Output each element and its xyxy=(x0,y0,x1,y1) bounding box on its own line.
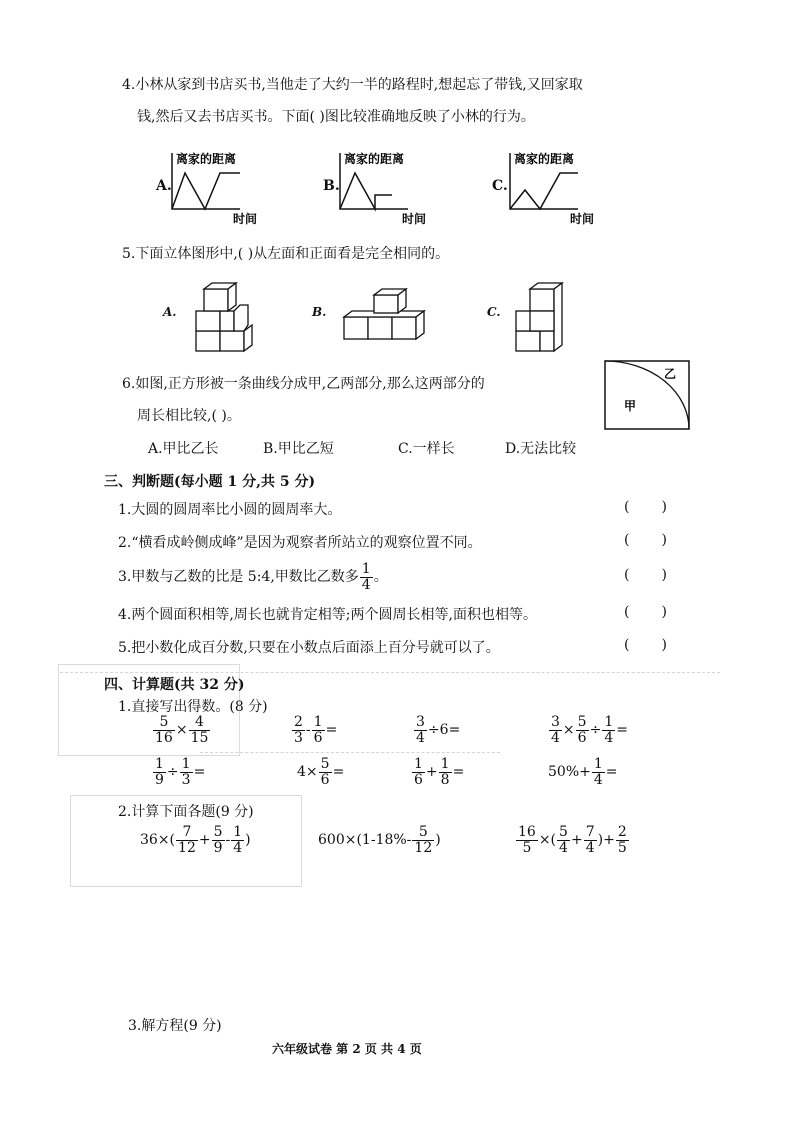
q5-option-a-label: A. xyxy=(163,305,177,319)
judge-answer-4[interactable]: ( ) xyxy=(624,604,667,620)
q5-option-c-label: C. xyxy=(487,305,501,319)
q4-graph-b xyxy=(340,151,426,226)
q4-graph-c-ylabel: 离家的距离 xyxy=(514,152,575,166)
calc-1-3: $\frac{3}{4}$ ÷6= xyxy=(416,714,461,746)
section4-title: 四、计算题(共 32 分) xyxy=(104,677,245,693)
judge-item-3-fraction: $\frac{1}{4}$ xyxy=(361,561,371,593)
q4-line2: 钱,然后又去书店买书。下面( )图比较准确地反映了小林的行为。 xyxy=(137,109,535,125)
q4-graph-a xyxy=(172,151,257,226)
judge-answer-1[interactable]: ( ) xyxy=(624,499,667,515)
show-through-line xyxy=(60,672,720,673)
q6-choice-c: C.一样长 xyxy=(398,441,455,457)
judge-item-5: 5.把小数化成百分数,只要在小数点后面添上百分号就可以了。 xyxy=(118,640,500,656)
q4-option-b-label: B. xyxy=(323,178,340,194)
q4-graph-b-xlabel: 时间 xyxy=(402,212,427,226)
q5-figure-b xyxy=(344,289,424,339)
judge-answer-5[interactable]: ( ) xyxy=(624,637,667,653)
judge-item-2: 2.“横看成岭侧成峰”是因为观察者所站立的观察位置不同。 xyxy=(118,535,482,551)
calc2-expr-3: $\frac{16}{5}$ ×( $\frac{5}{4}$ + $\frac{7}{4}$ )+ $\frac{2}{5}$ xyxy=(518,824,627,856)
q5-figure-c xyxy=(516,283,562,351)
q4-graph-a-ylabel: 离家的距离 xyxy=(176,152,237,166)
calc-1-4: $\frac{3}{4}$ × $\frac{5}{6}$ ÷ $\frac{1}{4}$ = xyxy=(551,714,628,746)
q4-graph-c xyxy=(510,151,594,226)
q6-square-figure xyxy=(604,360,690,430)
section4-sub2: 2.计算下面各题(9 分) xyxy=(118,804,254,820)
judge-answer-2[interactable]: ( ) xyxy=(624,532,667,548)
q6-line1: 6.如图,正方形被一条曲线分成甲,乙两部分,那么这两部分的 xyxy=(122,376,485,392)
q5-figure-a xyxy=(196,283,252,351)
q5-cube-figures xyxy=(0,277,794,357)
calc-2-3: $\frac{1}{6}$ + $\frac{1}{8}$ = xyxy=(414,756,465,788)
calc2-expr-1: 36×( $\frac{7}{12}$ + $\frac{5}{9}$ - $\frac{1}{4}$ ) xyxy=(140,824,251,856)
section4-sub1: 1.直接写出得数。(8 分) xyxy=(118,699,268,715)
q5-option-b-label: B. xyxy=(312,305,327,319)
q5-text: 5.下面立体图形中,( )从左面和正面看是完全相同的。 xyxy=(122,246,450,262)
calc-2-2: 4× $\frac{5}{6}$ = xyxy=(297,756,345,788)
q4-graph-c-xlabel: 时间 xyxy=(570,212,595,226)
q4-graph-a-xlabel: 时间 xyxy=(233,212,258,226)
section4-sub3: 3.解方程(9 分) xyxy=(128,1018,222,1034)
q6-region-jia: 甲 xyxy=(624,399,637,413)
q6-choice-b: B.甲比乙短 xyxy=(263,441,334,457)
calc-1-1: $\frac{5}{16}$ × $\frac{4}{15}$ xyxy=(155,714,209,746)
calc-2-4: 50%+ $\frac{1}{4}$ = xyxy=(548,756,618,788)
q6-choice-d: D.无法比较 xyxy=(505,441,577,457)
show-through-line xyxy=(200,752,500,753)
q4-line1: 4.小林从家到书店买书,当他走了大约一半的路程时,想起忘了带钱,又回家取 xyxy=(122,77,583,93)
calc2-expr-2: 600×(1-18%- $\frac{5}{12}$ ) xyxy=(318,824,441,856)
q6-line2: 周长相比较,( )。 xyxy=(137,408,241,424)
q6-region-yi: 乙 xyxy=(664,367,677,381)
judge-item-4: 4.两个圆面积相等,周长也就肯定相等;两个圆周长相等,面积也相等。 xyxy=(118,607,537,623)
calc-1-2: $\frac{2}{3}$ - $\frac{1}{6}$ = xyxy=(294,714,338,746)
section3-title: 三、判断题(每小题 1 分,共 5 分) xyxy=(104,474,316,490)
judge-answer-3[interactable]: ( ) xyxy=(624,567,667,583)
q4-option-a-label: A. xyxy=(156,178,172,194)
judge-item-1: 1.大圆的圆周率比小圆的圆周率大。 xyxy=(118,502,342,518)
judge-item-3-text: 3.甲数与乙数的比是 5:4,甲数比乙数多 xyxy=(118,569,359,586)
judge-item-3: 3.甲数与乙数的比是 5:4,甲数比乙数多 $\frac{1}{4}$ 。 xyxy=(118,561,388,593)
q4-graphs xyxy=(0,145,794,235)
calc-2-1: $\frac{1}{9}$ ÷ $\frac{1}{3}$ = xyxy=(155,756,206,788)
q6-choice-a: A.甲比乙长 xyxy=(148,441,219,457)
q4-option-c-label: C. xyxy=(492,178,508,194)
q4-graph-b-ylabel: 离家的距离 xyxy=(344,152,405,166)
page-footer: 六年级试卷 第 2 页 共 4 页 xyxy=(272,1042,422,1056)
